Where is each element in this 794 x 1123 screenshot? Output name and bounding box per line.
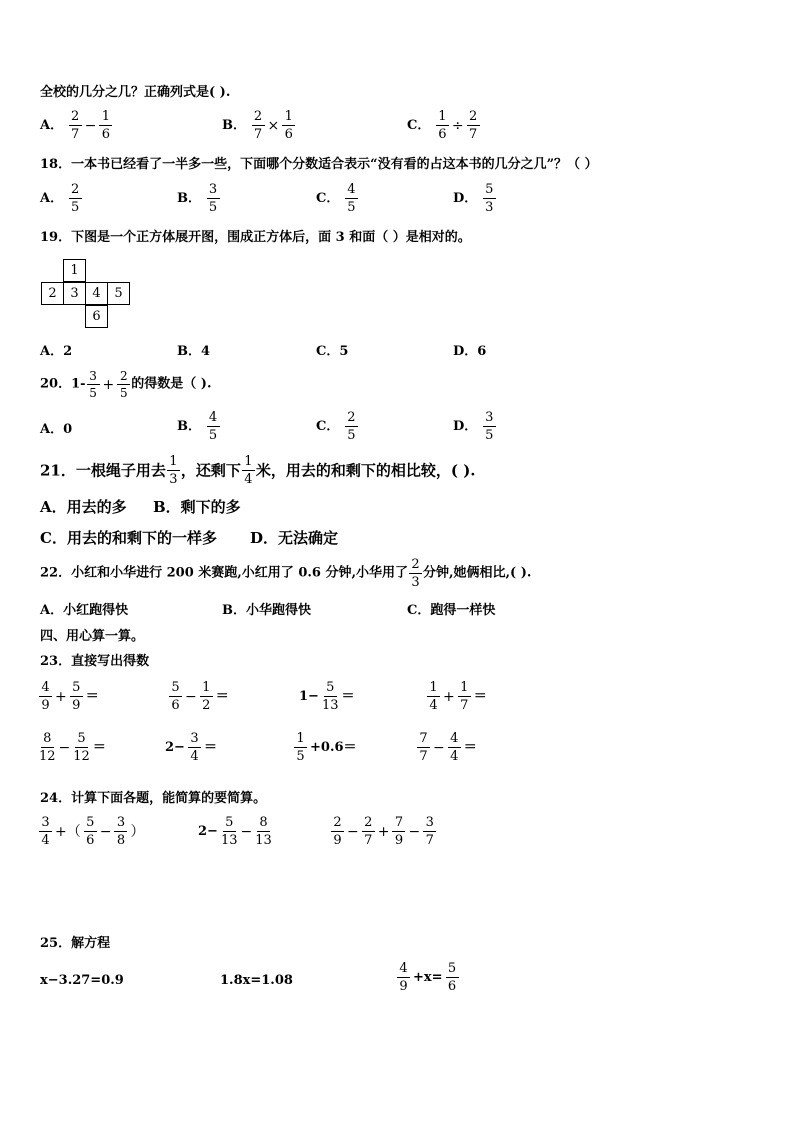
q20-option-c: C． $\frac{2}{5}$ <box>316 411 359 442</box>
q17-option-b: B． $\frac{2}{7}$ × $\frac{1}{6}$ <box>222 110 296 141</box>
q24-expr: $\frac{2}{9}$ − $\frac{2}{7}$ + $\frac{7}{9}$ − $\frac{3}{7}$ <box>330 816 437 847</box>
q18-option-a: A． $\frac{2}{5}$ <box>40 183 83 214</box>
fraction: $\frac{2}{7}$ <box>362 816 375 847</box>
fraction: $\frac{1}{6}$ <box>99 110 112 141</box>
fraction: $\frac{3}{4}$ <box>39 816 52 847</box>
q23-expr: $\frac{4}{9}$ + $\frac{5}{9}$ ＝ <box>38 681 101 712</box>
fraction: $\frac{5}{12}$ <box>73 731 90 764</box>
fraction: $\frac{5}{6}$ <box>169 681 182 712</box>
q21-option-c: C．用去的和剩下的一样多 <box>40 529 217 547</box>
fraction: $\frac{2}{5}$ <box>345 411 358 442</box>
q21-stem: 21．一根绳子用去 $\frac{1}{3}$ ，还剩下 $\frac{1}{4}$ 米，用去的和剩下的相比较，( ). <box>40 454 476 487</box>
fraction: $\frac{3}{5}$ <box>87 370 100 399</box>
fraction: $\frac{3}{5}$ <box>483 411 496 442</box>
q24-title: 24．计算下面各题，能简算的要简算。 <box>40 791 267 806</box>
q19-stem: 19．下图是一个正方体展开图，围成正方体后，面 3 和面（ ）是相对的。 <box>40 230 471 245</box>
q18-option-d: D． $\frac{5}{3}$ <box>453 183 497 214</box>
q17-option-a: A． $\frac{2}{7}$ − $\frac{1}{6}$ <box>40 110 113 141</box>
q23-expr: $\frac{5}{6}$ − $\frac{1}{2}$ ＝ <box>168 681 231 712</box>
fraction: $\frac{3}{4}$ <box>188 732 201 763</box>
q17-option-c: C． $\frac{1}{6}$ ÷ $\frac{2}{7}$ <box>407 110 481 141</box>
fraction: $\frac{1}{2}$ <box>200 681 213 712</box>
fraction: $\frac{1}{7}$ <box>458 681 471 712</box>
net-face-2: 2 <box>41 282 64 305</box>
net-face-3: 3 <box>63 282 86 305</box>
fraction: $\frac{5}{13}$ <box>321 680 339 713</box>
q25-equation: x−3.27=0.9 <box>40 973 124 988</box>
q25-equation: 1.8x=1.08 <box>220 973 293 988</box>
fraction: $\frac{4}{4}$ <box>448 732 461 763</box>
fraction: $\frac{1}{5}$ <box>294 732 307 763</box>
q23-title: 23．直接写出得数 <box>40 654 150 669</box>
fraction: $\frac{5}{9}$ <box>70 681 83 712</box>
net-face-5: 5 <box>107 282 130 305</box>
fraction: $\frac{7}{9}$ <box>392 816 405 847</box>
fraction: $\frac{5}{6}$ <box>84 816 97 847</box>
fraction: $\frac{7}{7}$ <box>417 732 430 763</box>
q18-option-c: C． $\frac{4}{5}$ <box>316 183 359 214</box>
fraction: $\frac{2}{7}$ <box>252 110 265 141</box>
q19-option-c: C．5 <box>316 344 349 359</box>
fraction: $\frac{8}{12}$ <box>39 731 56 764</box>
q25-title: 25．解方程 <box>40 936 111 951</box>
fraction: $\frac{1}{6}$ <box>282 110 295 141</box>
q19-option-a: A．2 <box>40 344 73 359</box>
q23-expr: 1− $\frac{5}{13}$ ＝ <box>299 680 355 713</box>
q22-option-a: A．小红跑得快 <box>40 603 129 618</box>
q20-stem: 20．1- $\frac{3}{5}$ + $\frac{2}{5}$ 的得数是（ ). <box>40 369 212 400</box>
fraction: $\frac{2}{3}$ <box>409 558 422 589</box>
fraction: $\frac{8}{13}$ <box>255 815 272 848</box>
q23-expr: $\frac{1}{4}$ + $\frac{1}{7}$ ＝ <box>426 681 489 712</box>
q24-expr: $\frac{3}{4}$ +（ $\frac{5}{6}$ − $\frac{3}{8}$ ） <box>38 816 146 847</box>
net-face-1: 1 <box>63 259 86 282</box>
fraction: $\frac{3}{5}$ <box>207 183 220 214</box>
q20-option-d: D． $\frac{3}{5}$ <box>453 411 497 442</box>
q17-stem: 全校的几分之几？正确列式是( ). <box>40 85 231 100</box>
fraction: $\frac{2}{7}$ <box>69 110 82 141</box>
fraction: $\frac{3}{7}$ <box>423 816 436 847</box>
q23-expr: $\frac{7}{7}$ − $\frac{4}{4}$ ＝ <box>416 732 479 763</box>
fraction: $\frac{1}{4}$ <box>427 681 440 712</box>
q21-option-d: D．无法确定 <box>250 529 339 547</box>
fraction: $\frac{1}{3}$ <box>167 455 180 486</box>
section-heading: 四、用心算一算。 <box>40 629 145 644</box>
fraction: $\frac{4}{9}$ <box>397 962 410 993</box>
q23-expr: $\frac{8}{12}$ − $\frac{5}{12}$ ＝ <box>39 731 106 764</box>
fraction: $\frac{1}{6}$ <box>436 110 449 141</box>
q25-equation: $\frac{4}{9}$ +x= $\frac{5}{6}$ <box>396 962 460 993</box>
fraction: $\frac{3}{8}$ <box>114 816 127 847</box>
q21-option-b: B．剩下的多 <box>153 498 241 516</box>
q22-stem: 22．小红和小华进行 200 米赛跑,小红用了 0.6 分钟,小华用了 $\frac{2}{3}$ 分钟,她俩相比,( ). <box>40 557 532 590</box>
q18-stem: 18．一本书已经看了一半多一些，下面哪个分数适合表示“没有看的占这本书的几分之几”？（ ） <box>40 157 598 172</box>
q21-option-a: A．用去的多 <box>40 498 127 516</box>
q20-option-b: B． $\frac{4}{5}$ <box>177 411 221 442</box>
q22-option-b: B．小华跑得快 <box>222 603 311 618</box>
q19-option-b: B．4 <box>177 344 211 359</box>
fraction: $\frac{2}{7}$ <box>467 110 480 141</box>
fraction: $\frac{2}{5}$ <box>69 183 82 214</box>
fraction: $\frac{4}{5}$ <box>345 183 358 214</box>
fraction: $\frac{4}{5}$ <box>207 411 220 442</box>
fraction: $\frac{5}{13}$ <box>220 815 238 848</box>
fraction: $\frac{2}{5}$ <box>117 370 130 399</box>
q19-option-d: D．6 <box>453 344 487 359</box>
cube-net-diagram <box>40 259 136 329</box>
fraction: $\frac{2}{9}$ <box>331 816 344 847</box>
q18-option-b: B． $\frac{3}{5}$ <box>177 183 221 214</box>
net-face-6: 6 <box>85 305 108 328</box>
q22-option-c: C．跑得一样快 <box>407 603 496 618</box>
fraction: $\frac{5}{3}$ <box>483 183 496 214</box>
q23-expr: 2− $\frac{3}{4}$ ＝ <box>165 731 217 764</box>
fraction: $\frac{4}{9}$ <box>39 681 52 712</box>
fraction: $\frac{5}{6}$ <box>446 962 459 993</box>
net-face-4: 4 <box>85 282 108 305</box>
q24-expr: 2− $\frac{5}{13}$ − $\frac{8}{13}$ <box>198 815 272 848</box>
q23-expr: $\frac{1}{5}$ +0.6＝ <box>293 732 359 763</box>
fraction: $\frac{1}{4}$ <box>242 455 255 486</box>
option-label: A． <box>40 118 64 133</box>
q20-option-a: A．0 <box>40 422 73 437</box>
